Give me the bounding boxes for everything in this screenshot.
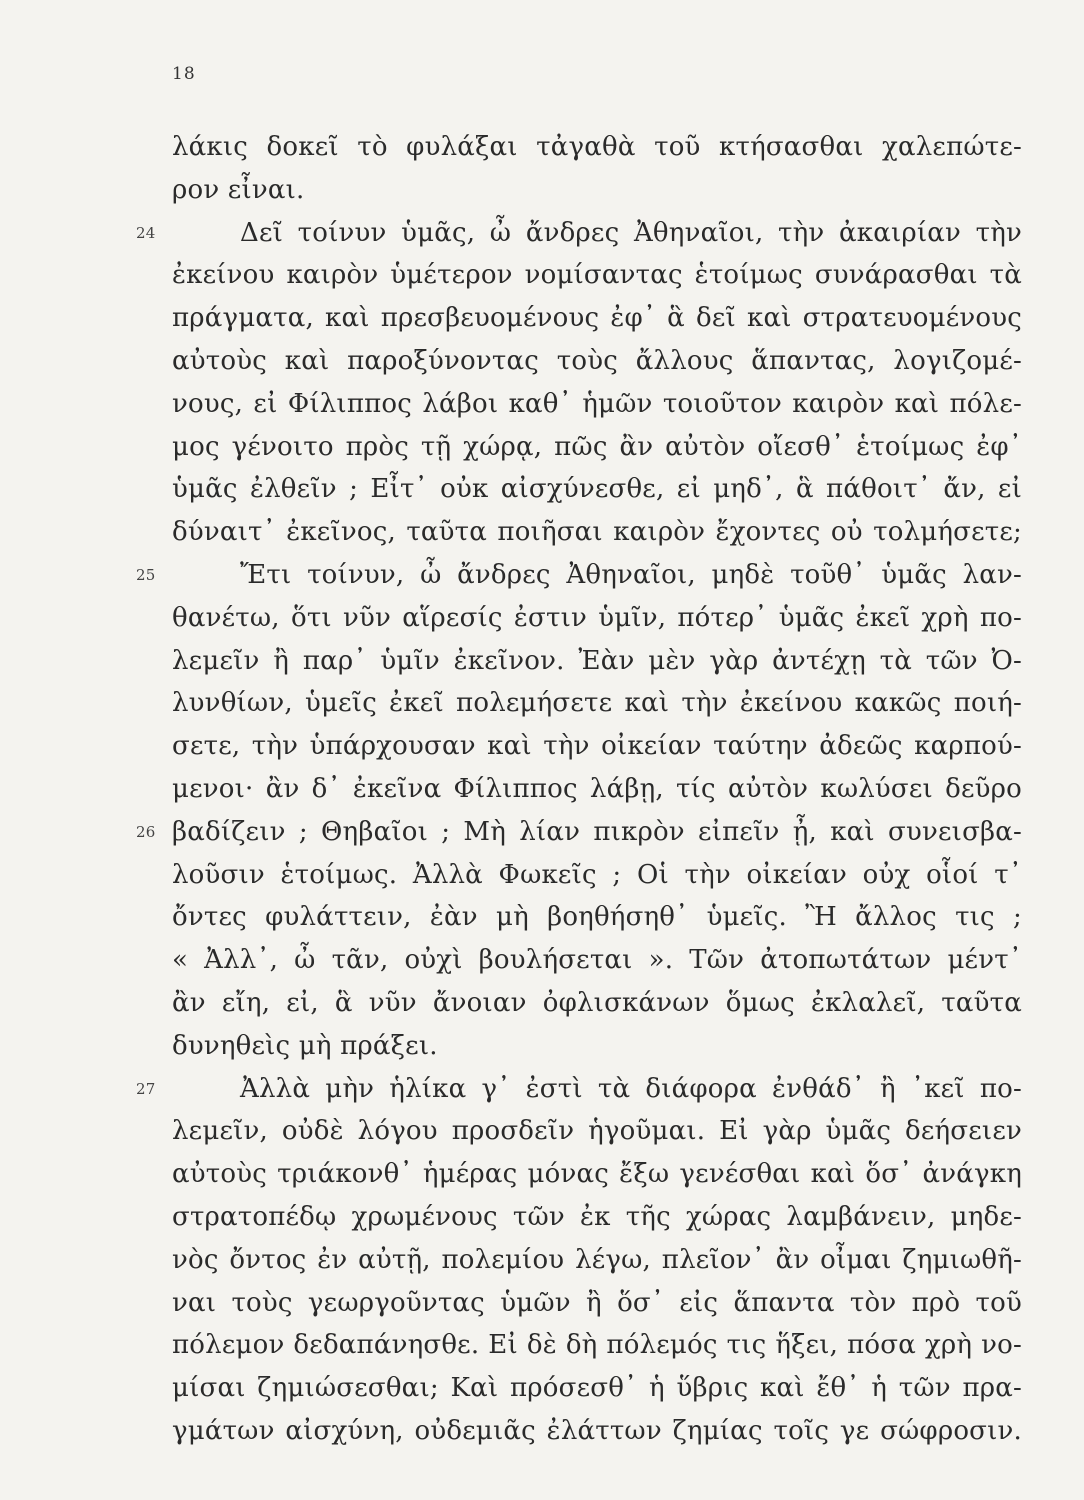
text-line bbox=[172, 340, 1022, 383]
text-line bbox=[172, 939, 1022, 982]
section-number: 27 bbox=[136, 1079, 156, 1098]
text-line bbox=[172, 383, 1022, 426]
line-text: Δεῖ τοίνυν ὑμᾶς, ὦ ἄνδρες Ἀθηναῖοι, τὴν ἀκαιρίαν τὴν bbox=[240, 217, 1022, 248]
line-text: αὐτοὺς καὶ παροξύνοντας τοὺς ἄλλους ἅπαντας, λογιζομέ- bbox=[172, 345, 1022, 376]
line-text: Ἔτι τοίνυν, ὦ ἄνδρες Ἀθηναῖοι, μηδὲ τοῦθ᾽ ὑμᾶς λαν- bbox=[240, 559, 1022, 590]
text-line bbox=[172, 725, 1022, 768]
text-line bbox=[172, 1239, 1022, 1282]
line-text: ναι τοὺς γεωργοῦντας ὑμῶν ἢ ὅσ᾽ εἰς ἅπαντα τὸν πρὸ τοῦ bbox=[172, 1287, 1022, 1318]
section-number: 24 bbox=[136, 223, 156, 242]
text-line bbox=[172, 768, 1022, 811]
line-text: λάκις δοκεῖ τὸ φυλάξαι τἀγαθὰ τοῦ κτήσασθαι χαλεπώτε- bbox=[172, 132, 1022, 162]
line-text: νὸς ὄντος ἐν αὐτῇ, πολεμίου λέγω, πλεῖον᾽ ἂν οἶμαι ζημιωθῆ- bbox=[172, 1244, 1022, 1275]
text-line bbox=[172, 640, 1022, 683]
text-line bbox=[136, 811, 1022, 854]
line-text: μίσαι ζημιώσεσθαι; Καὶ πρόσεσθ᾽ ἡ ὕβρις καὶ ἔθ᾽ ἡ τῶν πρα- bbox=[172, 1373, 1022, 1404]
line-text: ὄντες φυλάττειν, ἐὰν μὴ βοηθήσηθ᾽ ὑμεῖς. Ἢ ἄλλος τις ; bbox=[172, 902, 1022, 933]
page-number: 18 bbox=[172, 64, 196, 84]
text-line bbox=[172, 126, 1022, 169]
text-line bbox=[172, 511, 1022, 554]
text-line bbox=[172, 169, 1022, 212]
line-text: βαδίζειν ; Θηβαῖοι ; Μὴ λίαν πικρὸν εἰπεῖν ᾖ, καὶ συνεισβα- bbox=[172, 816, 1022, 847]
body-text bbox=[136, 126, 1022, 1453]
line-text: ἂν εἴη, εἰ, ἃ νῦν ἄνοιαν ὀφλισκάνων ὅμως ἐκλαλεῖ, ταῦτα bbox=[172, 987, 1022, 1018]
line-text: αὐτοὺς τριάκονθ᾽ ἡμέρας μόνας ἔξω γενέσθαι καὶ ὅσ᾽ ἀνάγκη bbox=[172, 1159, 1022, 1190]
line-text: λυνθίων, ὑμεῖς ἐκεῖ πολεμήσετε καὶ τὴν ἐκείνου κακῶς ποιή- bbox=[172, 688, 1022, 719]
line-text: λεμεῖν, οὐδὲ λόγου προσδεῖν ἡγοῦμαι. Εἰ γὰρ ὑμᾶς δεήσειεν bbox=[172, 1116, 1022, 1147]
text-line bbox=[172, 982, 1022, 1025]
line-text: ρον εἶναι. bbox=[172, 174, 305, 205]
line-text: « Ἀλλ᾽, ὦ τᾶν, οὐχὶ βουλήσεται ». Τῶν ἀτοπωτάτων μέντ᾽ bbox=[172, 945, 1022, 976]
text-line bbox=[172, 1196, 1022, 1239]
text-line bbox=[172, 1367, 1022, 1410]
text-line bbox=[172, 1153, 1022, 1196]
text-line bbox=[172, 1410, 1022, 1453]
text-line bbox=[172, 1324, 1022, 1367]
text-line bbox=[172, 597, 1022, 640]
text-line bbox=[172, 1025, 1022, 1068]
line-text: Ἀλλὰ μὴν ἡλίκα γ᾽ ἐστὶ τὰ διάφορα ἐνθάδ᾽ ἢ ᾽κεῖ πο- bbox=[240, 1073, 1022, 1104]
line-text: δύναιτ᾽ ἐκεῖνος, ταῦτα ποιῆσαι καιρὸν ἔχοντες οὐ τολμήσετε; bbox=[172, 517, 1022, 548]
text-line bbox=[172, 426, 1022, 469]
line-text: γμάτων αἰσχύνη, οὐδεμιᾶς ἐλάττων ζημίας τοῖς γε σώφροσιν. bbox=[172, 1415, 1022, 1446]
text-line bbox=[136, 554, 1022, 597]
text-line bbox=[172, 854, 1022, 897]
line-text: νους, εἰ Φίλιππος λάβοι καθ᾽ ἡμῶν τοιοῦτον καιρὸν καὶ πόλε- bbox=[172, 388, 1022, 419]
line-text: μος γένοιτο πρὸς τῇ χώρᾳ, πῶς ἂν αὐτὸν οἴεσθ᾽ ἑτοίμως ἐφ᾽ bbox=[172, 431, 1022, 462]
line-text: στρατοπέδῳ χρωμένους τῶν ἐκ τῆς χώρας λαμβάνειν, μηδε- bbox=[172, 1201, 1022, 1232]
text-line bbox=[172, 254, 1022, 297]
text-line bbox=[172, 468, 1022, 511]
text-line bbox=[172, 297, 1022, 340]
text-line bbox=[172, 896, 1022, 939]
line-text: θανέτω, ὅτι νῦν αἵρεσίς ἐστιν ὑμῖν, πότερ᾽ ὑμᾶς ἐκεῖ χρὴ πο- bbox=[172, 602, 1022, 633]
text-line bbox=[136, 1068, 1022, 1111]
text-line bbox=[172, 1110, 1022, 1153]
text-line bbox=[172, 682, 1022, 725]
line-text: σετε, τὴν ὑπάρχουσαν καὶ τὴν οἰκείαν ταύτην ἀδεῶς καρπού- bbox=[172, 731, 1022, 762]
line-text: πράγματα, καὶ πρεσβευομένους ἐφ᾽ ἃ δεῖ καὶ στρατευομένους bbox=[172, 303, 1022, 334]
line-text: δυνηθεὶς μὴ πράξει. bbox=[172, 1030, 438, 1061]
section-number: 25 bbox=[136, 565, 156, 584]
line-text: ὑμᾶς ἐλθεῖν ; Εἶτ᾽ οὐκ αἰσχύνεσθε, εἰ μηδ᾽, ἃ πάθοιτ᾽ ἄν, εἰ bbox=[172, 474, 1022, 505]
line-text: μενοι· ἂν δ᾽ ἐκεῖνα Φίλιππος λάβῃ, τίς αὐτὸν κωλύσει δεῦρο bbox=[172, 773, 1022, 804]
section-number: 26 bbox=[136, 822, 156, 841]
text-line bbox=[172, 1282, 1022, 1325]
text-line bbox=[136, 212, 1022, 255]
line-text: λεμεῖν ἢ παρ᾽ ὑμῖν ἐκεῖνον. Ἐὰν μὲν γὰρ ἀντέχῃ τὰ τῶν Ὀ- bbox=[172, 645, 1022, 676]
line-text: ἐκείνου καιρὸν ὑμέτερον νομίσαντας ἑτοίμως συνάρασθαι τὰ bbox=[172, 260, 1022, 291]
line-text: λοῦσιν ἑτοίμως. Ἀλλὰ Φωκεῖς ; Οἱ τὴν οἰκείαν οὐχ οἷοί τ᾽ bbox=[172, 859, 1022, 890]
line-text: πόλεμον δεδαπάνησθε. Εἰ δὲ δὴ πόλεμός τις ἥξει, πόσα χρὴ νο- bbox=[172, 1330, 1022, 1361]
